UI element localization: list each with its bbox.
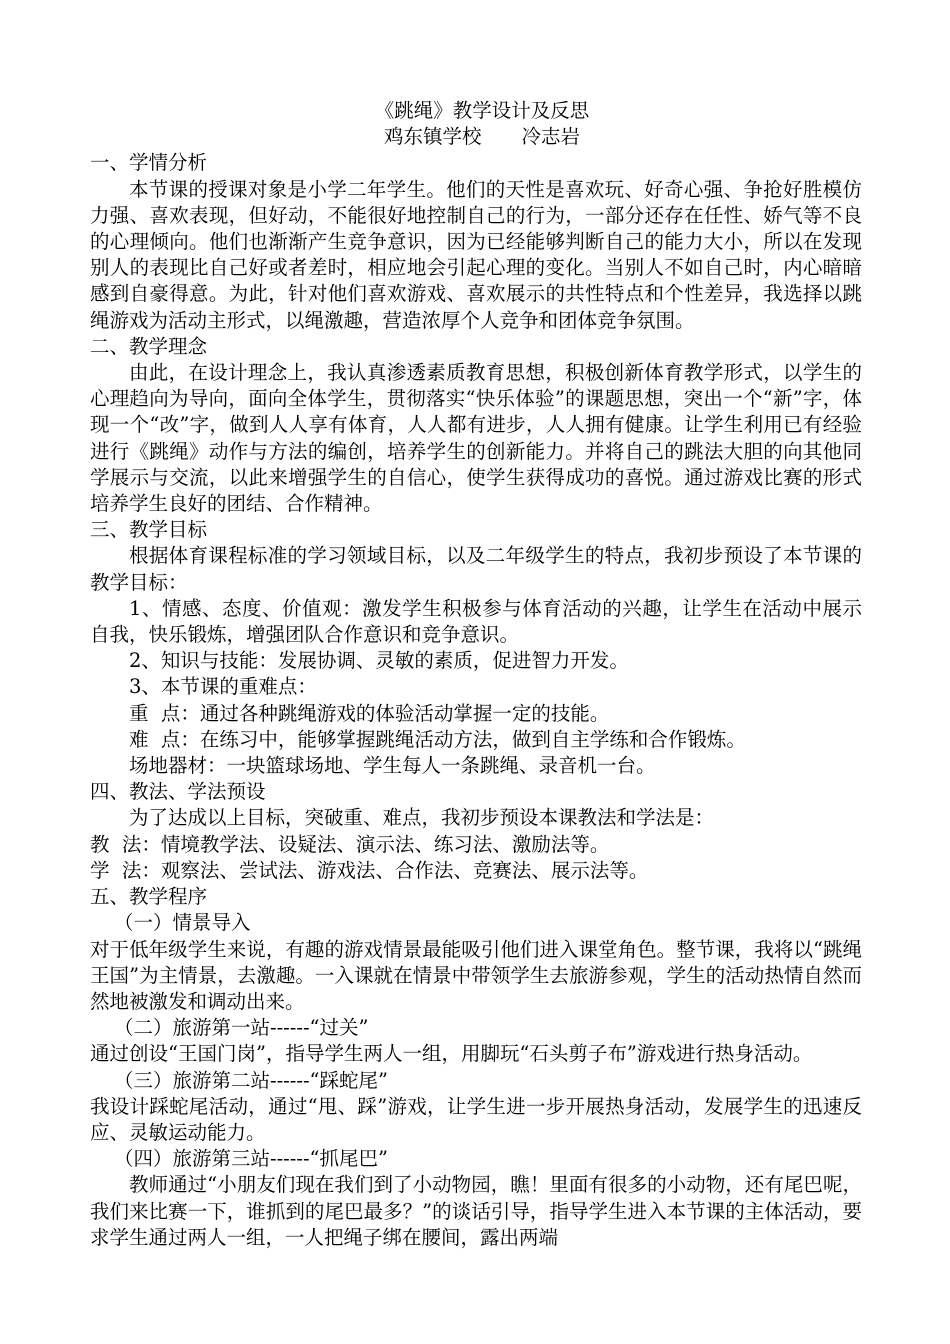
section-heading-5: 五、教学程序	[90, 885, 208, 909]
goal-item: 2、知识与技能：发展协调、灵敏的素质，促进智力开发。	[129, 649, 629, 673]
sub-heading: （一）情景导入	[114, 911, 251, 935]
paragraph: 本节课的授课对象是小学二年学生。他们的天性是喜欢玩、好奇心强、争抢好胜模仿力强、喜欢表现，但好动，不能很好地控制自己的行为，一部分还存在任性、娇气等不良的心理倾向。他们也渐渐产生竞争意识，因为已经能够判断自己的能力大小，所以在发现别人的表现比自己好或者差时，相应地会引起心理的变化。当别人不如自己时，内心暗暗感到自豪得意。为此，针对他们喜欢游戏、喜欢展示的共性特点和个性差异，我选择以跳绳游戏为活动主形式，以绳激趣，营造浓厚个人竞争和团体竞争氛围。	[90, 177, 862, 332]
goal-item: 3、本节课的重难点：	[129, 675, 317, 699]
document-title: 《跳绳》教学设计及反思	[374, 99, 590, 122]
paragraph: 通过创设“王国门岗”，指导学生两人一组，用脚玩“石头剪子布”游戏进行热身活动。	[90, 1042, 813, 1066]
paragraph: 对于低年级学生来说，有趣的游戏情景最能吸引他们进入课堂角色。整节课，我将以“跳绳王国”为主情景，去激趣。一入课就在情景中带领学生去旅游参观，学生的活动热情自然而然地被激发和调动出来。	[90, 937, 862, 1013]
teaching-methods: 教 法：情境教学法、设疑法、演示法、练习法、激励法等。	[90, 832, 610, 856]
paragraph: 我设计踩蛇尾活动，通过“甩、踩”游戏，让学生进一步开展热身活动，发展学生的迅速反应、灵敏运动能力。	[90, 1094, 862, 1144]
section-heading-4: 四、教法、学法预设	[90, 780, 266, 804]
paragraph: 为了达成以上目标，突破重、难点，我初步预设本课教法和学法是：	[129, 806, 715, 830]
section-heading-1: 一、学情分析	[90, 151, 208, 175]
difficult-point: 难 点：在练习中，能够掌握跳绳活动方法，做到自主学练和合作锻炼。	[129, 727, 746, 751]
section-heading-3: 三、教学目标	[90, 518, 208, 542]
author-school: 鸡东镇学校	[383, 125, 482, 149]
sub-heading: （三）旅游第二站------“踩蛇尾”	[114, 1068, 388, 1092]
learning-methods: 学 法：观察法、尝试法、游戏法、合作法、竞赛法、展示法等。	[90, 858, 649, 882]
section-heading-2: 二、教学理念	[90, 334, 208, 358]
paragraph: 由此，在设计理念上，我认真渗透素质教育思想，积极创新体育教学形式，以学生的心理趋向为导向，面向全体学生，贯彻落实“快乐体验”的课题思想，突出一个“新”字，体现一个“改”字，做到人人享有体育，人人都有进步，人人拥有健康。让学生利用已有经验进行《跳绳》动作与方法的编创，培养学生的创新能力。并将自己的跳法大胆的向其他同学展示与交流，以此来增强学生的自信心，使学生获得成功的喜悦。通过游戏比赛的形式培养学生良好的团结、合作精神。	[90, 361, 862, 516]
sub-heading: （二）旅游第一站------“过关”	[114, 1016, 369, 1040]
goal-item: 1、情感、态度、价值观：激发学生积极参与体育活动的兴趣，让学生在活动中展示自我，快乐锻炼，增强团队合作意识和竞争意识。	[90, 596, 862, 647]
sub-heading: （四）旅游第三站------“抓尾巴”	[114, 1147, 388, 1171]
key-point: 重 点：通过各种跳绳游戏的体验活动掌握一定的技能。	[129, 701, 610, 725]
paragraph: 根据体育课程标准的学习领域目标，以及二年级学生的特点，我初步预设了本节课的教学目标：	[90, 544, 862, 594]
author-line	[102, 124, 862, 150]
equipment: 场地器材：一块篮球场地、学生每人一条跳绳、录音机一台。	[129, 754, 656, 778]
author-name: 冷志岩	[521, 125, 581, 149]
paragraph: 教师通过“小朋友们现在我们到了小动物园，瞧！里面有很多的小动物，还有尾巴呢，我们来比赛一下，谁抓到的尾巴最多？”的谈话引导，指导学生进入本节课的主体活动，要求学生通过两人一组，一人把绳子绑在腰间，露出两端	[90, 1173, 862, 1249]
